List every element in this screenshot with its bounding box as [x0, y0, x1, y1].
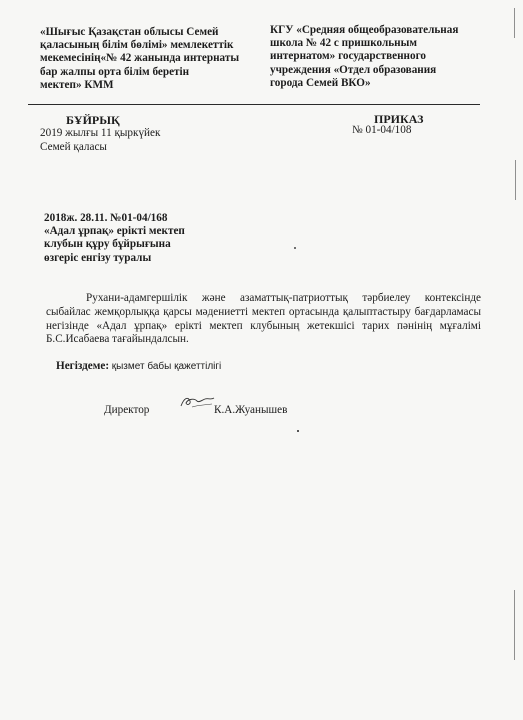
signature-scribble-icon: [178, 392, 218, 412]
header-left-org: [40, 26, 270, 92]
header-right-org: [270, 24, 500, 90]
body-paragraph: Рухани-адамгершілік және азаматтық-патриоттық тәрбиелеу контексінде сыбайлас жемқорлыққа қарсы мәдениетті мектеп ортасында қалыптастыру бағдарламасы негізінде «Адал ұрпақ» ерікті мектеп клубының жетекшісі тарих пәнінің мұғалімі Б.С.Исабаева тағайындалсын.: [46, 292, 481, 346]
header-left-line5: мектеп» КММ: [40, 78, 114, 91]
basis-text: қызмет бабы қажеттілігі: [111, 361, 222, 372]
subject-line2: «Адал ұрпақ» ерікті мектеп: [44, 225, 185, 238]
order-subject: [44, 212, 264, 265]
header-left-line3: мекемесінің«№ 42 жанында интернаты: [40, 52, 240, 65]
order-body: [46, 292, 481, 347]
order-city: Семей қаласы: [40, 141, 107, 153]
header-left-line4: бар жалпы орта білім беретін: [40, 65, 190, 78]
header-left-line1: «Шығыс Қазақстан облысы Семей: [40, 26, 219, 38]
order-number: № 01-04/108: [352, 124, 412, 136]
header-divider: [28, 104, 480, 105]
scan-edge-mid-right: [515, 160, 516, 200]
header-right-line4: учреждения «Отдел образования: [270, 63, 437, 76]
order-basis: [56, 360, 221, 372]
subject-line3: клубын құру бұйрығына: [44, 238, 171, 251]
signature-name: К.А.Жуанышев: [214, 404, 288, 416]
doc-type-ru: ПРИКАЗ: [374, 112, 424, 126]
scan-edge-low-right: [514, 590, 515, 660]
subject-line4: өзгеріс енгізу туралы: [44, 251, 152, 264]
order-date: 2019 жылғы 11 қыркүйек: [40, 127, 161, 139]
header-right-line3: интернатом» государственного: [270, 50, 426, 63]
basis-label: Негіздеме:: [56, 360, 110, 372]
doc-type-kk: БҰЙРЫҚ: [66, 113, 120, 127]
scan-speck-2: [297, 430, 299, 432]
header-right-line1: КГУ «Средняя общеобразовательная: [270, 24, 459, 36]
signature-title: Директор: [104, 404, 150, 416]
header-right-line2: школа № 42 с пришкольным: [270, 37, 417, 50]
header-left-line2: қаласының білім бөлімі» мемлекеттік: [40, 39, 234, 52]
scan-speck: [294, 247, 296, 249]
scan-edge-top-right: [514, 8, 515, 38]
subject-line1: 2018ж. 28.11. №01-04/168: [44, 212, 168, 224]
header-right-line5: города Семей ВКО»: [270, 76, 371, 89]
handwritten-signature: [178, 392, 218, 412]
